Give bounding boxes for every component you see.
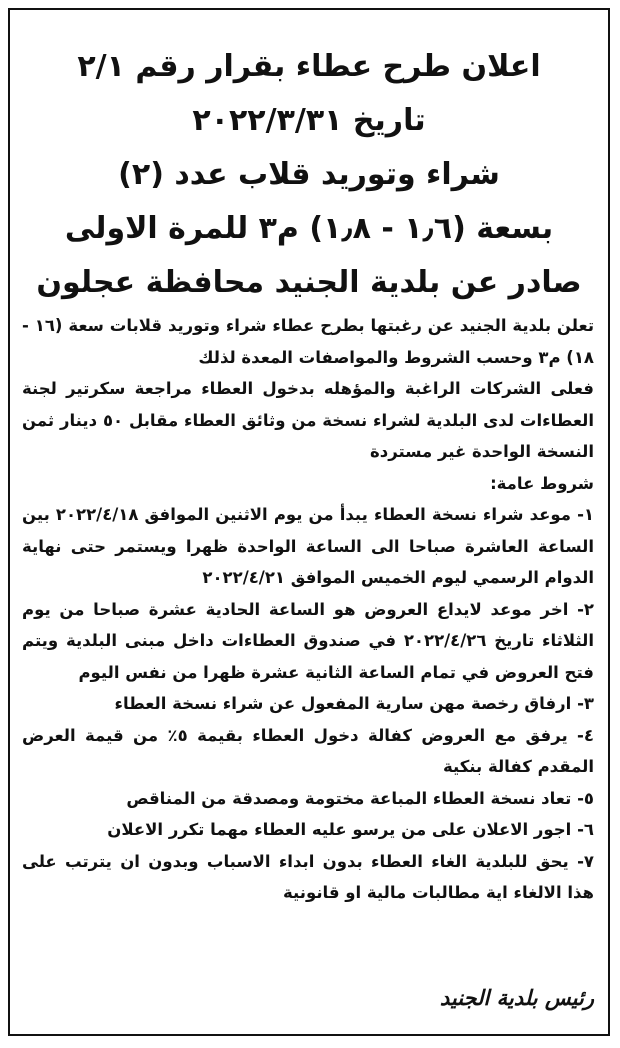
announcement-body xyxy=(10,310,608,909)
intro-paragraph: فعلى الشركات الراغبة والمؤهله بدخول العطاء مراجعة سكرتير لجنة العطاءات لدى البلدية لشراء نسخة من وثائق العطاء مقابل ٥٠ دينار ثمن النسخة الواحدة غير مستردة xyxy=(22,379,594,461)
heading-subject: شراء وتوريد قلاب عدد (٢) xyxy=(118,157,500,192)
heading-capacity: بسعة (١٫٦ - ١٫٨) م٣ للمرة الاولى xyxy=(64,211,554,246)
term-item: ٦- اجور الاعلان على من يرسو عليه العطاء مهما تكرر الاعلان xyxy=(107,820,594,839)
term-item: ٧- يحق للبلدية الغاء العطاء بدون ابداء الاسباب وبدون ان يترتب على هذا الالغاء اية مطالبات مالية او قانونية xyxy=(22,851,594,902)
term-item: ٤- يرفق مع العروض كفالة دخول العطاء بقيمة ٥٪ من قيمة العرض المقدم كفالة بنكية xyxy=(22,725,594,776)
term-item: ٣- ارفاق رخصة مهن سارية المفعول عن شراء نسخة العطاء xyxy=(114,694,594,713)
intro-paragraph: تعلن بلدية الجنيد عن رغبتها بطرح عطاء شراء وتوريد قلابات سعة (١٦ - ١٨) م٣ وحسب الشروط والمواصفات المعدة لذلك xyxy=(22,316,595,367)
heading-date: تاريخ ٢٠٢٢/٣/٣١ xyxy=(192,103,426,138)
announcement-frame xyxy=(8,8,610,1036)
heading-decision-number: اعلان طرح عطاء بقرار رقم ٢/١ xyxy=(77,49,541,84)
heading-issuer: صادر عن بلدية الجنيد محافظة عجلون xyxy=(36,265,582,300)
term-item: ٢- اخر موعد لايداع العروض هو الساعة الحادية عشرة صباحا من يوم الثلاثاء تاريخ ٢٠٢٢/٤/٢٦ في صندوق العطاءات داخل مبنى البلدية ويتم فتح العروض في تمام الساعة الثانية عشرة ظهرا من نفس اليوم xyxy=(22,599,594,682)
terms-heading: شروط عامة: xyxy=(490,473,594,493)
term-item: ١- موعد شراء نسخة العطاء يبدأ من يوم الاثنين الموافق ٢٠٢٢/٤/١٨ بين الساعة العاشرة صباحا الى الساعة الواحدة ظهرا ويستمر حتى نهاية الدوام الرسمي ليوم الخميس الموافق ٢٠٢٢/٤/٢١ xyxy=(22,505,594,587)
term-item: ٥- تعاد نسخة العطاء المباعة مختومة ومصدقة من المناقص xyxy=(126,788,594,808)
signature: رئيس بلدية الجنيد xyxy=(439,985,594,1010)
announcement-headings xyxy=(10,10,608,310)
